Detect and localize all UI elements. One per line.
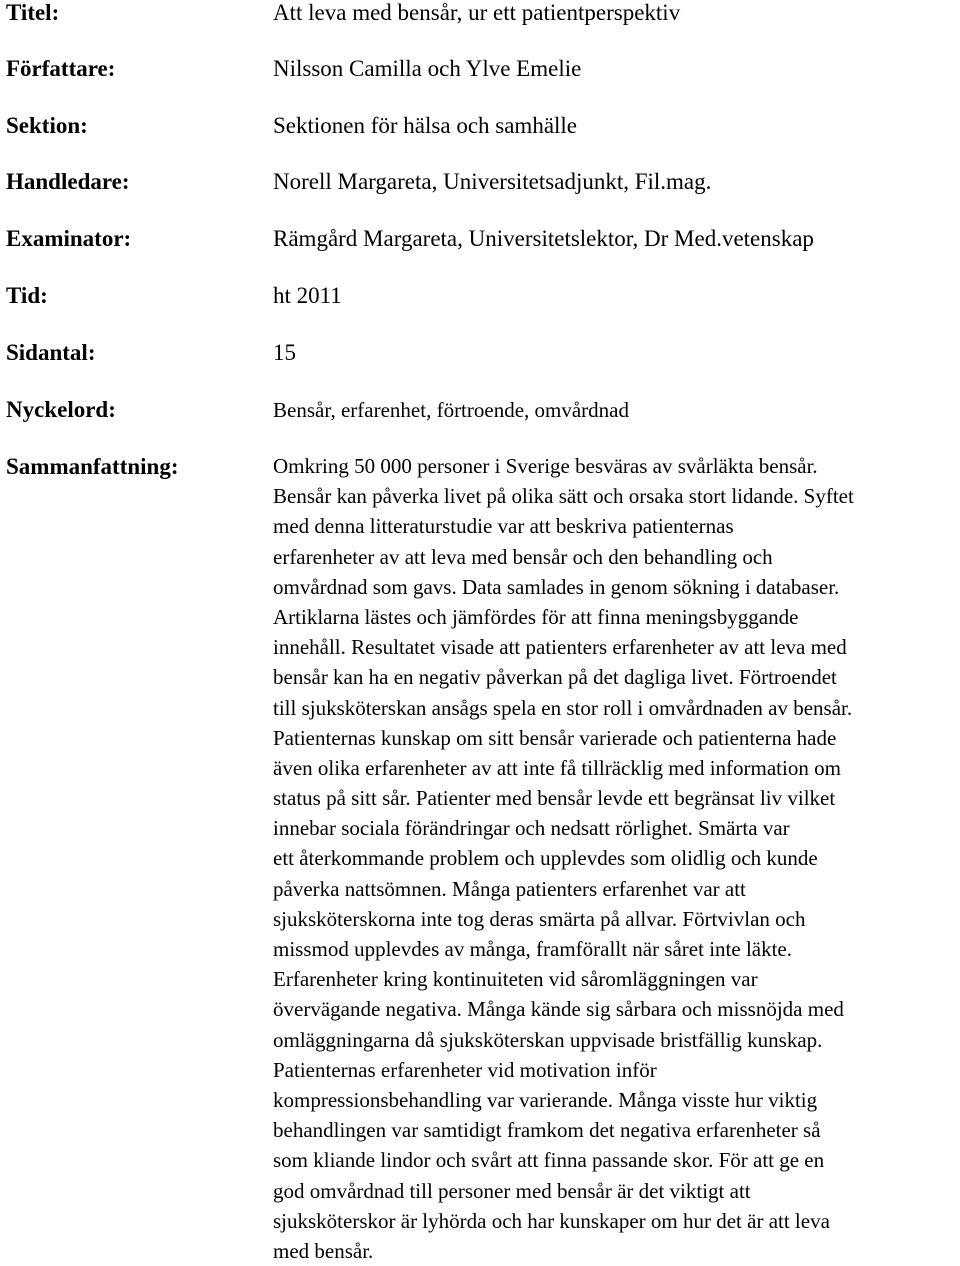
summary-line: Erfarenheter kring kontinuiteten vid såromläggningen var — [273, 967, 758, 992]
time-label: Tid: — [6, 283, 48, 308]
summary-line: sjuksköterskorna inte tog deras smärta på allvar. Förtvivlan och — [273, 906, 806, 931]
examiner-label: Examinator: — [6, 226, 132, 251]
summary-line: påverka nattsömnen. Många patienters erfarenhet var att — [273, 876, 746, 901]
summary-line: kompressionsbehandling var varierande. Många visste hur viktig — [273, 1087, 818, 1112]
summary-line: missmod upplevdes av många, framförallt när såret inte läkte. — [273, 937, 793, 961]
summary-line: som kliande lindor och svårt att finna passande skor. För att ge en — [273, 1148, 825, 1173]
summary-text — [273, 451, 958, 1266]
summary-line: till sjuksköterskan ansågs spela en stor roll i omvårdnaden av bensår. — [273, 695, 853, 720]
summary-line: omvårdnad som gavs. Data samlades in genom sökning i databaser. — [273, 574, 840, 599]
summary-line: Artiklarna lästes och jämfördes för att finna meningsbyggande — [273, 604, 799, 629]
summary-line: med denna litteraturstudie var att beskriva patienternas — [273, 514, 734, 539]
summary-line: Patienternas erfarenheter vid motivation inför — [273, 1057, 657, 1082]
summary-line: Bensår kan påverka livet på olika sätt och orsaka stort lidande. Syftet — [273, 484, 854, 509]
summary-line: behandlingen var samtidigt framkom det negativa erfarenheter så — [273, 1118, 821, 1143]
summary-line: bensår kan ha en negativ påverkan på det dagliga livet. Förtroendet — [273, 665, 837, 690]
summary-line: ett återkommande problem och upplevdes som olidlig och kunde — [273, 846, 818, 871]
supervisor-value: Norell Margareta, Universitetsadjunkt, Fil.mag. — [273, 169, 712, 194]
summary-line: sjuksköterskor är lyhörda och har kunskaper om hur det är att leva — [273, 1208, 830, 1233]
page-count-label: Sidantal: — [6, 340, 96, 365]
summary-line: status på sitt sår. Patienter med bensår levde ett begränsat liv vilket — [273, 786, 836, 811]
summary-line: god omvårdnad till personer med bensår är det viktigt att — [273, 1178, 751, 1203]
title-label: Titel: — [6, 0, 60, 25]
summary-line: Omkring 50 000 personer i Sverige besväras av svårläkta bensår. — [273, 454, 818, 478]
summary-line: övervägande negativa. Många kände sig sårbara och missnöjda med — [273, 997, 844, 1022]
supervisor-label: Handledare: — [6, 169, 130, 194]
summary-line: Patienternas kunskap om sitt bensår varierade och patienterna hade — [273, 725, 837, 750]
summary-line: omläggningarna då sjuksköterskan uppvisade bristfällig kunskap. — [273, 1027, 823, 1052]
title-value: Att leva med bensår, ur ett patientperspektiv — [273, 0, 681, 25]
author-label: Författare: — [6, 56, 116, 81]
summary-label: Sammanfattning: — [6, 454, 179, 479]
summary-line: innebar sociala förändringar och nedsatt rörlighet. Smärta var — [273, 816, 790, 841]
summary-line: erfarenheter av att leva med bensår och den behandling och — [273, 544, 773, 569]
keywords-value: Bensår, erfarenhet, förtroende, omvårdnad — [273, 398, 629, 422]
keywords-label: Nyckelord: — [6, 397, 116, 422]
section-value: Sektionen för hälsa och samhälle — [273, 113, 578, 138]
summary-line: även olika erfarenheter av att inte få tillräcklig med information om — [273, 755, 841, 780]
author-value: Nilsson Camilla och Ylve Emelie — [273, 56, 582, 81]
examiner-value: Rämgård Margareta, Universitetslektor, Dr Med.vetenskap — [273, 226, 814, 251]
page-count-value: 15 — [273, 340, 296, 365]
time-value: ht 2011 — [273, 283, 342, 308]
summary-line: innehåll. Resultatet visade att patienters erfarenheter av att leva med — [273, 635, 847, 660]
summary-line: med bensår. — [273, 1238, 374, 1263]
section-label: Sektion: — [6, 113, 88, 138]
